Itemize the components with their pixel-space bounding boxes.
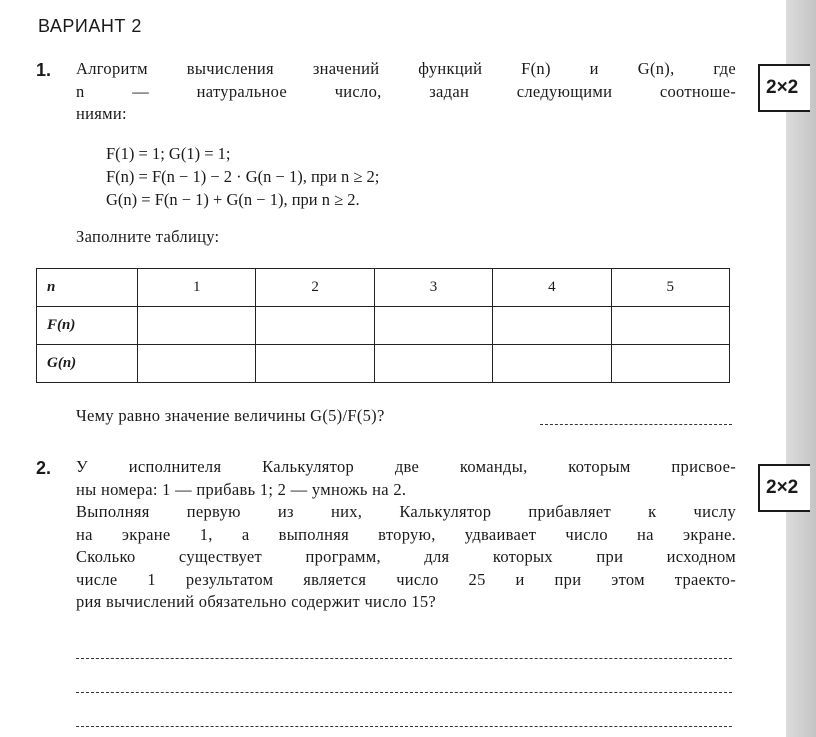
formula-line: F(1) = 1; G(1) = 1; xyxy=(106,144,231,163)
task-1-number: 1. xyxy=(36,60,52,80)
table-answer-cell[interactable] xyxy=(256,345,374,383)
table-header-row xyxy=(37,269,730,307)
answer-line-2c[interactable] xyxy=(76,726,732,727)
table-answer-cell[interactable] xyxy=(374,345,492,383)
table-header-cell: n xyxy=(37,269,138,307)
answer-line-2b[interactable] xyxy=(76,692,732,693)
task-1-intro-line: n — натуральное число, задан следующими соотноше- xyxy=(76,81,736,101)
table-answer-cell[interactable] xyxy=(374,307,492,345)
table-answer-cell[interactable] xyxy=(493,345,611,383)
values-table xyxy=(36,268,730,383)
row-label-f: F(n) xyxy=(37,307,138,345)
table-header-cell: 4 xyxy=(493,269,611,307)
task-2-line: числе 1 результатом является число 25 и при этом траекто- xyxy=(76,569,736,589)
task-2-line: ны номера: 1 — прибавь 1; 2 — умножь на 2. xyxy=(76,479,407,499)
task-1-formulas xyxy=(106,142,379,211)
difficulty-badge-1: 2×2 xyxy=(758,64,810,112)
table-header-cell: 5 xyxy=(611,269,729,307)
formula-line: G(n) = F(n − 1) + G(n − 1), при n ≥ 2. xyxy=(106,190,360,209)
task-1-intro-line: ниями: xyxy=(76,104,127,123)
table-answer-cell[interactable] xyxy=(611,345,729,383)
task-1-intro-line: Алгоритм вычисления значений функций F(n) и G(n), где xyxy=(76,59,736,78)
ratio-question: Чему равно значение величины G(5)/F(5)? xyxy=(76,406,385,425)
task-2-line: Сколько существует программ, для которых при исходном xyxy=(76,547,736,566)
variant-title: ВАРИАНТ 2 xyxy=(38,16,142,36)
task-2-line: У исполнителя Калькулятор две команды, которым присвое- xyxy=(76,457,736,476)
task-2-text xyxy=(76,456,736,614)
task-1-intro xyxy=(76,58,736,126)
task-2-line: рия вычислений обязательно содержит число 15? xyxy=(76,592,437,611)
table-answer-cell[interactable] xyxy=(611,307,729,345)
table-answer-cell[interactable] xyxy=(138,345,256,383)
fill-table-prompt: Заполните таблицу: xyxy=(76,227,220,246)
task-2-number: 2. xyxy=(36,458,52,478)
row-label-g: G(n) xyxy=(37,345,138,383)
table-row-f xyxy=(37,307,730,345)
formula-line: F(n) = F(n − 1) − 2 · G(n − 1), при n ≥ 2; xyxy=(106,167,380,186)
table-answer-cell[interactable] xyxy=(256,307,374,345)
table-header-cell: 1 xyxy=(138,269,256,307)
difficulty-badge-2: 2×2 xyxy=(758,464,810,512)
task-2-line: Выполняя первую из них, Калькулятор прибавляет к числу xyxy=(76,502,736,521)
task-2-line: на экране 1, а выполняя вторую, удваивает число на экране. xyxy=(76,524,736,544)
answer-line-2a[interactable] xyxy=(76,658,732,659)
table-answer-cell[interactable] xyxy=(138,307,256,345)
table-header-cell: 2 xyxy=(256,269,374,307)
table-header-cell: 3 xyxy=(374,269,492,307)
table-answer-cell[interactable] xyxy=(493,307,611,345)
table-row-g xyxy=(37,345,730,383)
answer-line-1[interactable] xyxy=(540,424,732,425)
